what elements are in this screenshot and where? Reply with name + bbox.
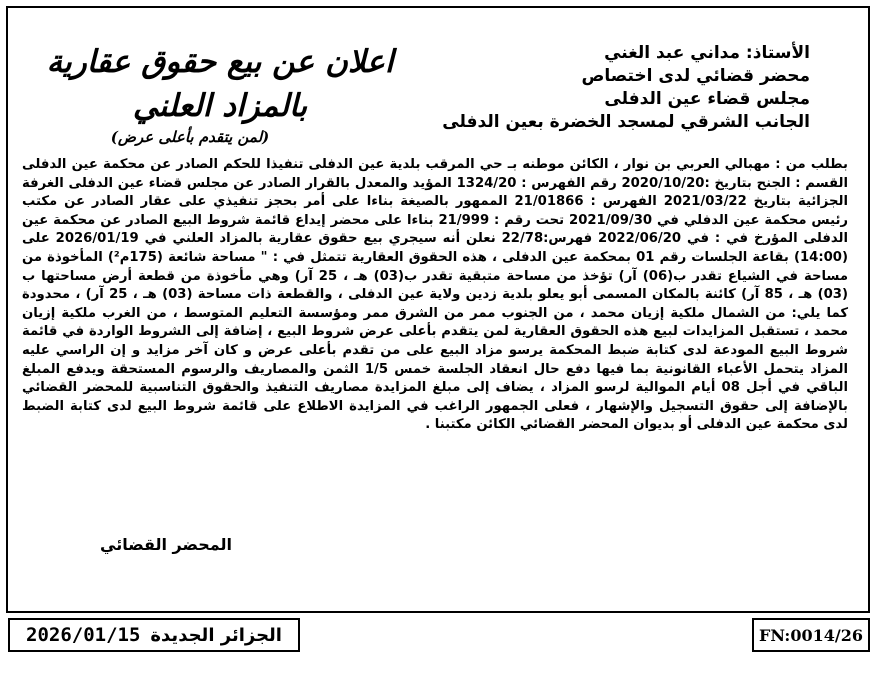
notice-title-line1: اعلان عن بيع حقوق عقارية: [46, 44, 394, 80]
bailiff-title: محضر قضائي لدى اختصاص: [581, 66, 810, 86]
bailiff-court: مجلس قضاء عين الدفلى: [604, 89, 810, 109]
signature: المحضر القضائي: [100, 535, 233, 554]
reference-number: FN:0014/26: [759, 625, 863, 645]
notice-heading: [40, 40, 400, 146]
notice-title-line2: بالمزاد العلني: [132, 88, 308, 124]
bailiff-address: الجانب الشرقي لمسجد الخضرة بعين الدفلى: [442, 112, 810, 132]
newspaper-box: [8, 618, 300, 652]
newspaper-name: الجزائر الجديدة: [150, 624, 282, 646]
notice-body: [22, 156, 848, 435]
bailiff-header: [390, 42, 810, 134]
publication-date: 2026/01/15: [26, 624, 141, 646]
notice-body-text: بطلب من : مهبالي العربي بن نوار ، الكائن موطنه بـ حي المرقب بلدية عين الدفلى تنفيذا للحكم الصادر عن محكمة عين الدفلى القسم : الجنح بتاريخ :2020/10/20 رقم الفهرس : 1324/20 المؤيد والمعدل بالقرار الصادر عن مجلس قضاء عين الدفلى الغرفة الجزائية بتاريخ 2021/03/22 الفهرس : 21/01866 الممهور بالصيغة بناءا على أمر بحجز تنفيذي على عقار الصادر عن مكتب رئيس محكمة عين الدفلي في 2021/09/30 تحت رقم : 21/999 بناءا على محضر إيداع قائمة شروط البيع الصادر عن محكمة عين الدفلى المؤرخ في : في 2022/06/20 فهرس:22/78 نعلن أنه سيجري بيع حقوق عقارية بالمزاد العلني في 2026/01/19 على (14:00) بقاعة الجلسات رقم 01 بمحكمة عين الدفلى ، هذه الحقوق العقارية تتمثل في : " مساحة شائعة (175م²) المأخوذة من مساحة في الشياع تقدر ب(06) آر) تؤخذ من مساحة متبقية تقدر ب(03) هـ ، 25 آر) وهي مأخوذة من قطعة أرض مساحتها ب (03) هـ ، 85 آر) كائنة بالمكان المسمى أبو يعلو بلدية زدين ولاية عين الدفلى ، والقطعة ذات مساحة (03) هـ ، 25 آر) ، محدودة كما يلي: من الشمال ملكية إزيان محمد ، من الجنوب ممر من الشرق ممر ومؤسسة التعليم المتوسط ، من الغرب ملكية إزيان محمد ، تستقبل المزايدات لبيع هذه الحقوق العقارية لمن يتقدم بأعلى عرض شروط البيع ، إضافة إلى الشروط الواردة في قائمة شروط البيع المودعة لدى كتابة ضبط المحكمة يرسو مزاد البيع على من تقدم بأعلى عرض و كان آخر مزايد و إن الراسي عليه المزاد يتحمل الأعباء القانونية بما فيها دفع حال انعقاد الجلسة خمس 1/5 الثمن والمصاريف والرسوم المستحقة ويدفع المبلغ الباقي في أجل 08 أيام الموالية لرسو المزاد ، يضاف إلى مبلغ المزايدة مصاريف التنفيذ والحقوق التناسبية للمحضر القضائي بالإضافة إلى حقوق التسجيل والإشهار ، فعلى الجمهور الراغب في المزايدة الاطلاع على قائمة شروط البيع لدى كتابة الضبط لدى محكمة عين الدفلى أو بديوان المحضر القضائي الكائن مكتبنا .: [22, 157, 849, 433]
reference-box: [752, 618, 870, 652]
notice-subtitle: (لمن يتقدم بأعلى عرض): [110, 128, 270, 146]
bailiff-name: الأستاذ: مداني عبد الغني: [604, 43, 810, 63]
